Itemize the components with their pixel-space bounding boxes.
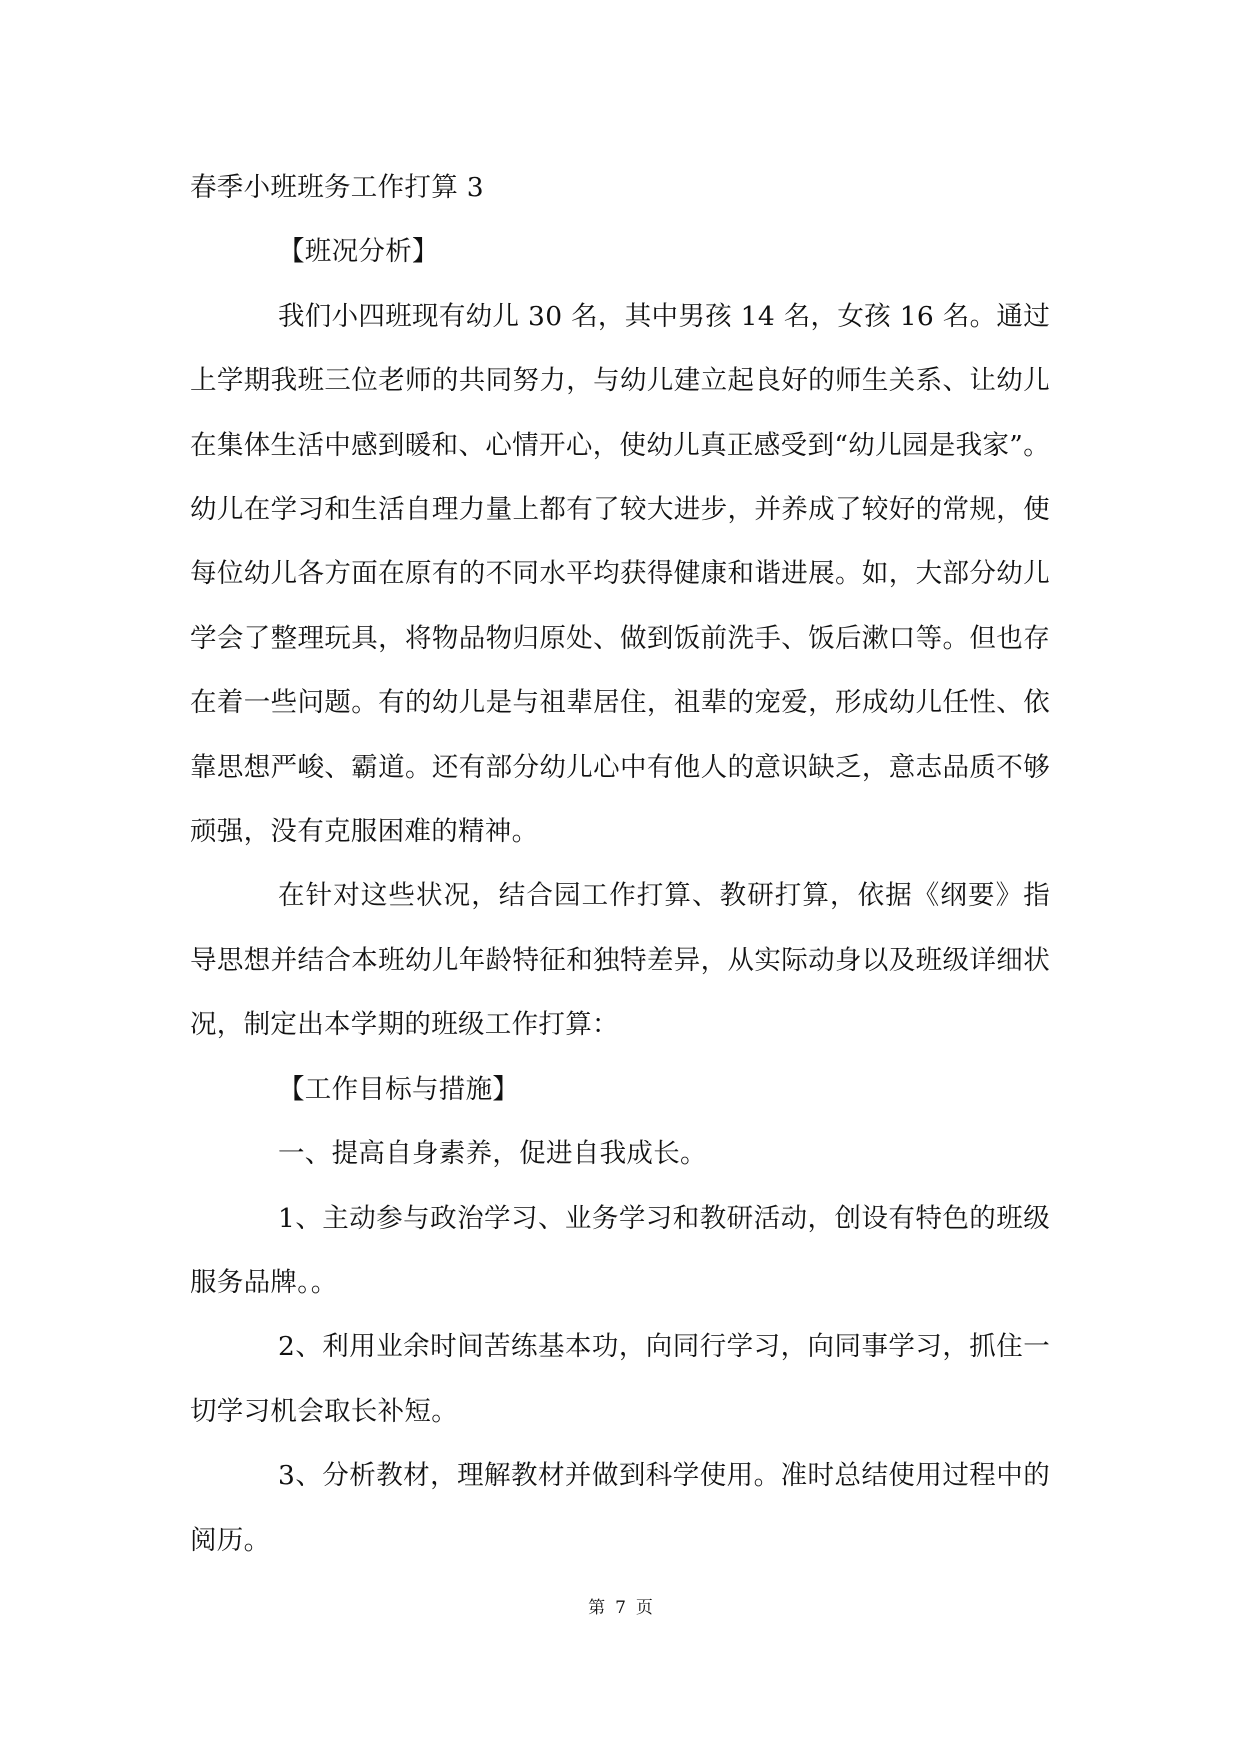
page-number: 7 <box>615 1598 626 1618</box>
list-item-2: 2、利用业余时间苦练基本功，向同行学习，向同事学习，抓住一切学习机会取长补短。 <box>190 1331 1050 1427</box>
page-footer <box>0 1596 1241 1620</box>
section-heading-class-analysis: 【班况分析】 <box>278 236 439 268</box>
paragraph-plan-basis: 在针对这些状况，结合园工作打算、教研打算，依据《纲要》指导思想并结合本班幼儿年龄特征和独特差异，从实际动身以及班级详细状况，制定出本学期的班级工作打算： <box>190 880 1050 1041</box>
item-heading-self-improvement: 一、提高自身素养，促进自我成长。 <box>278 1138 707 1170</box>
section-heading-goals-measures: 【工作目标与措施】 <box>278 1073 520 1105</box>
paragraph-class-analysis: 我们小四班现有幼儿 30 名，其中男孩 14 名，女孩 16 名。通过上学期我班三位老师的共同努力，与幼儿建立起良好的师生关系、让幼儿在集体生活中感到暖和、心情开心，使幼儿真正感受到“幼儿园是我家”。幼儿在学习和生活自理力量上都有了较大进步，并养成了较好的常规，使每位幼儿各方面在原有的不同水平均获得健康和谐进展。如，大部分幼儿学会了整理玩具，将物品物归原处、做到饭前洗手、饭后漱口等。但也存在着一些问题。有的幼儿是与祖辈居住，祖辈的宠爱，形成幼儿任性、依靠思想严峻、霸道。还有部分幼儿心中有他人的意识缺乏，意志品质不够顽强，没有克服困难的精神。 <box>190 300 1050 848</box>
list-item-1: 1、主动参与政治学习、业务学习和教研活动，创设有特色的班级服务品牌。。 <box>190 1202 1050 1298</box>
document-body <box>190 156 1050 1573</box>
document-title: 春季小班班务工作打算 3 <box>190 172 484 203</box>
footer-prefix: 第 <box>588 1598 606 1618</box>
footer-suffix: 页 <box>635 1598 653 1618</box>
list-item-3: 3、分析教材，理解教材并做到科学使用。准时总结使用过程中的阅历。 <box>190 1460 1050 1556</box>
